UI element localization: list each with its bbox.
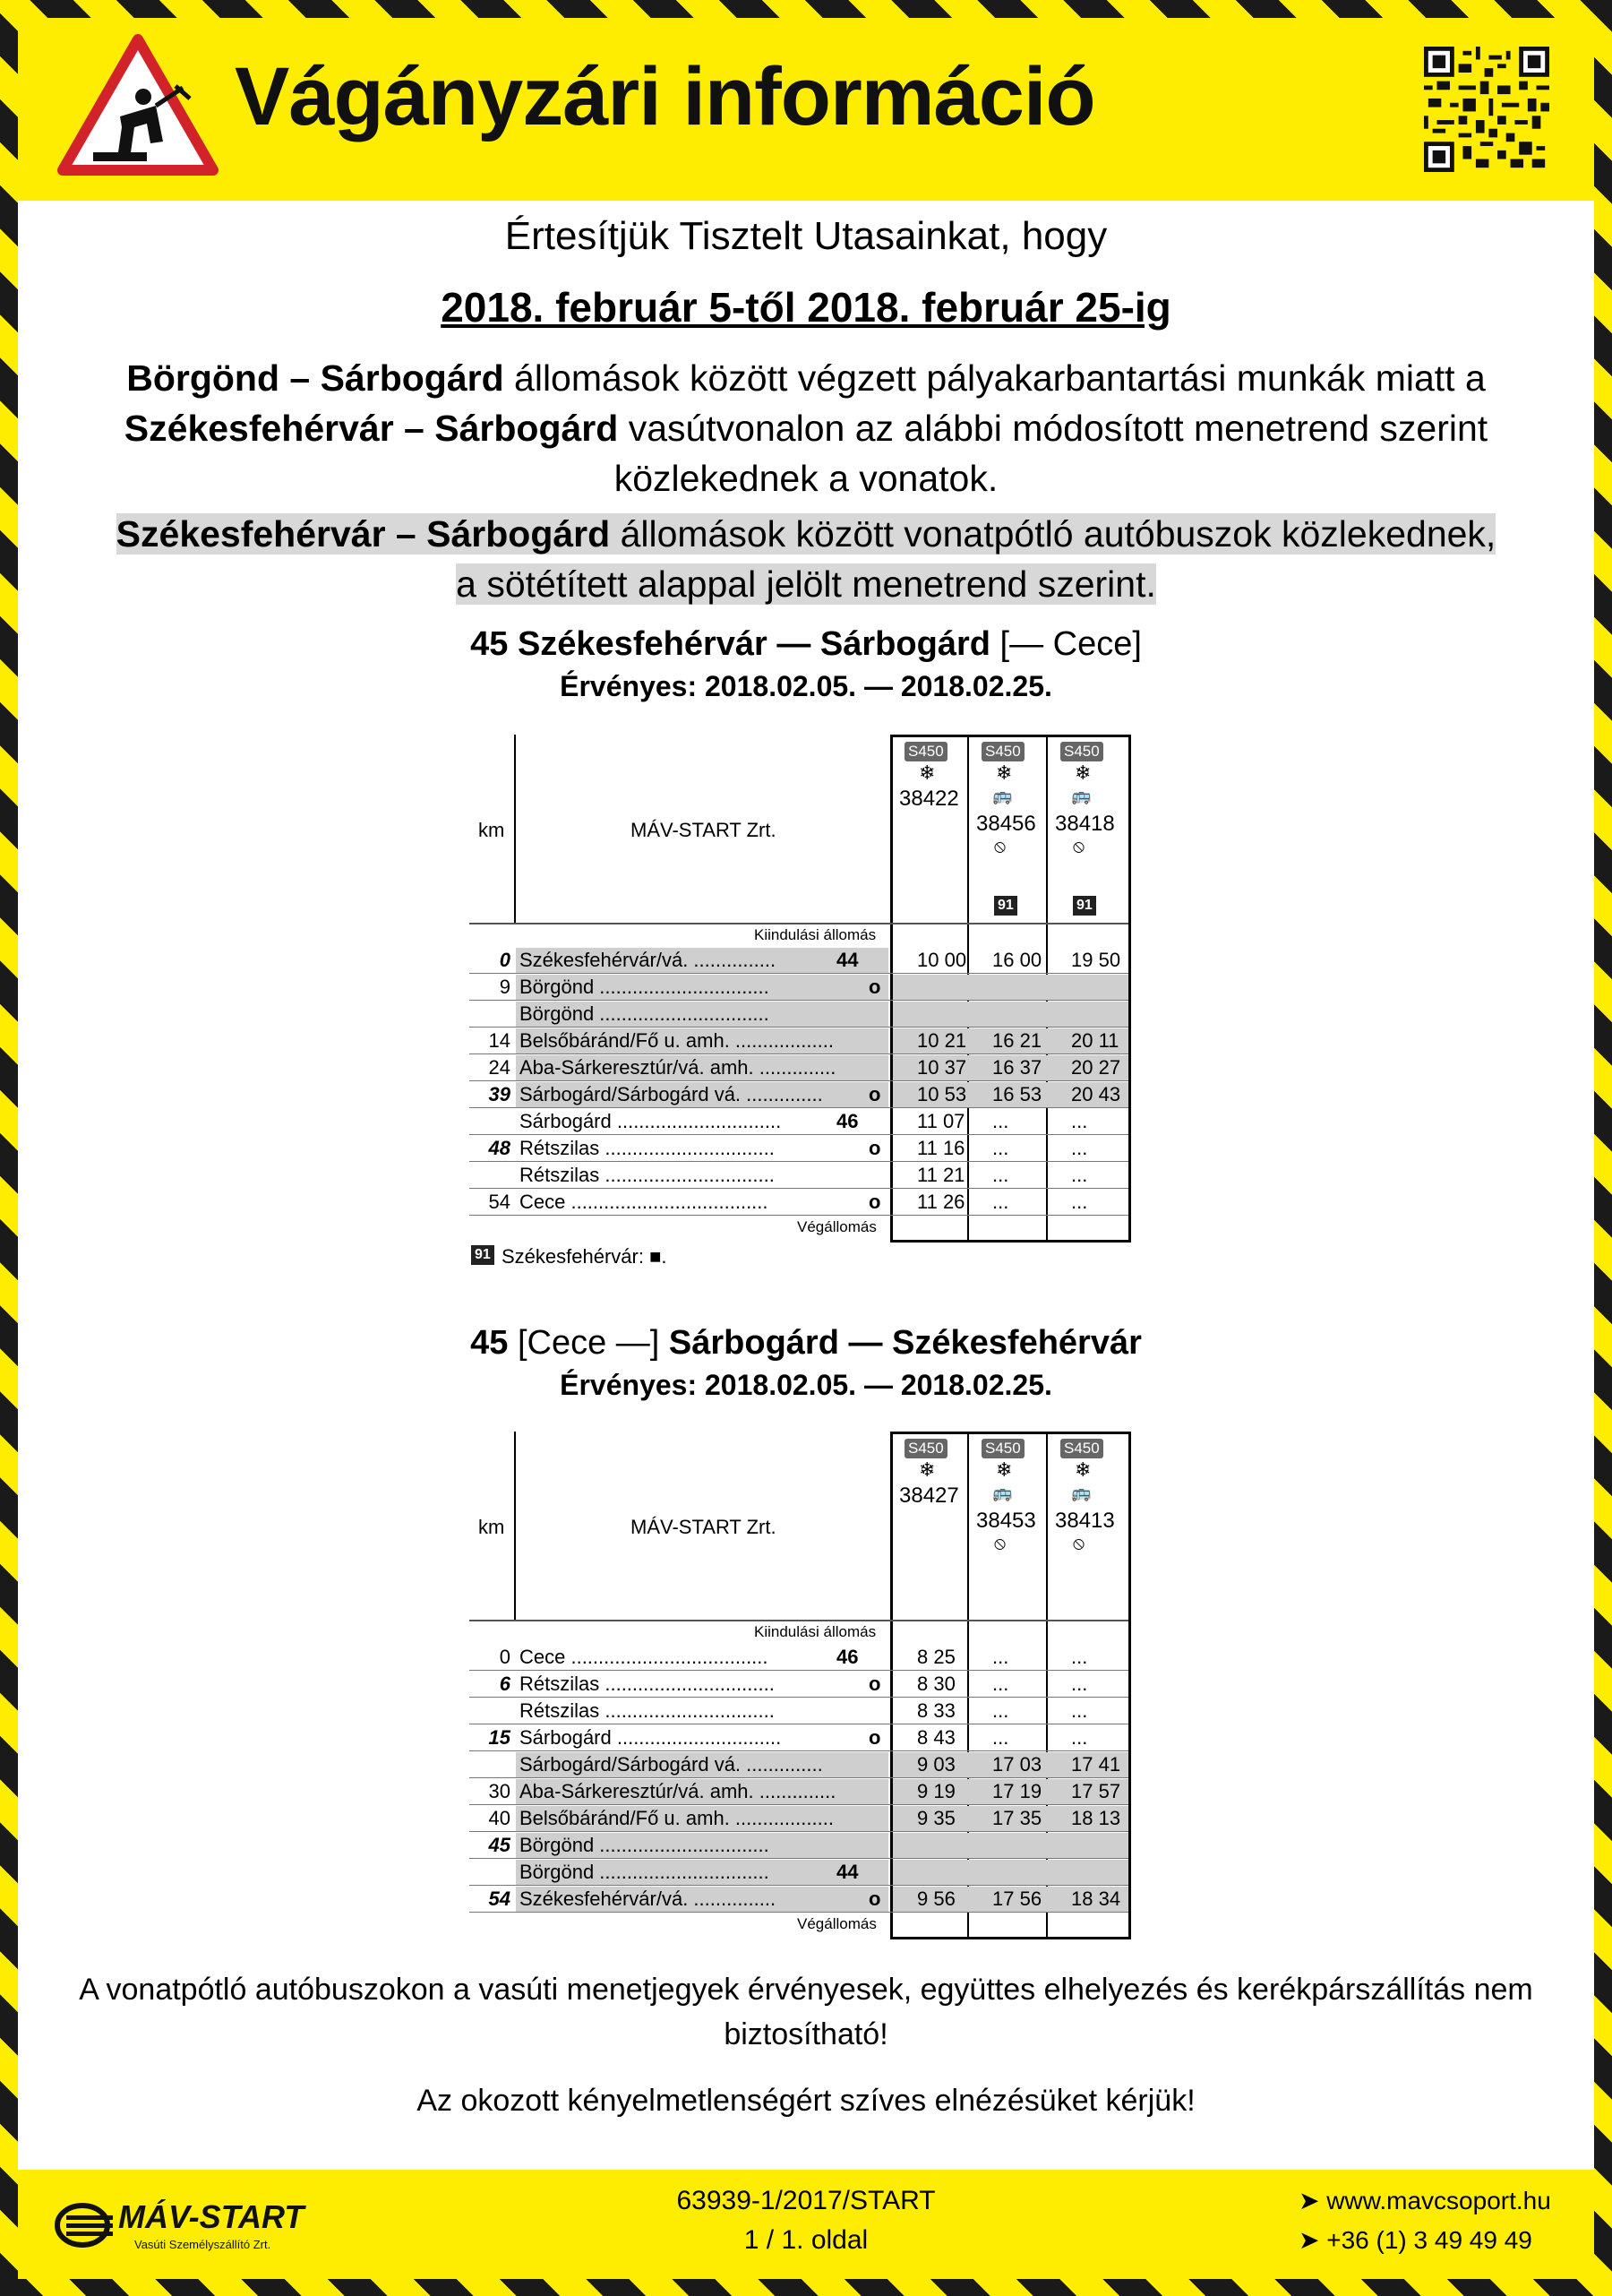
train-number: 38427: [899, 1483, 959, 1508]
row-divider: [469, 1912, 1128, 1913]
row-divider: [469, 973, 1128, 974]
page-title: Vágányzári információ: [235, 51, 1095, 142]
departure-time: 8 43: [917, 1726, 956, 1749]
timetable-1-validity: Érvényes: 2018.02.05. — 2018.02.25.: [560, 670, 1052, 702]
row-divider: [469, 1831, 1128, 1832]
replacement-bus-times-shade: [893, 1833, 1128, 1858]
section-bold: Börgönd – Sárbogárd: [126, 357, 504, 399]
bus-notice-paragraph: [54, 509, 1558, 609]
footnote-text: Székesfehérvár: ■.: [502, 1245, 667, 1268]
departure-time: ...: [1071, 1673, 1088, 1695]
website-link[interactable]: [1299, 2186, 1551, 2215]
line-number: 45: [470, 625, 509, 663]
departure-time: 11 16: [917, 1137, 965, 1159]
row-divider: [469, 1134, 1128, 1135]
bus-icon: 🚌: [992, 787, 1013, 804]
column-divider: [1128, 735, 1131, 1242]
snowflake-icon: ❄: [996, 761, 1013, 784]
station-name: Börgönd ...............................: [519, 1002, 769, 1025]
station-name: Cece ....................................: [519, 1646, 768, 1668]
station-name: Rétszilas ...............................: [519, 1137, 775, 1159]
train-number: 38456: [976, 812, 1036, 836]
row-divider: [469, 1858, 1128, 1859]
departure-time: 20 11: [1071, 1029, 1119, 1052]
snowflake-icon: ❄: [919, 1458, 936, 1481]
replacement-bus-times-shade: [893, 1002, 1128, 1027]
column-divider: [514, 735, 516, 923]
station-name: Rétszilas ...............................: [519, 1699, 775, 1722]
departure-time: 8 25: [917, 1646, 956, 1668]
notice-paragraph: [54, 353, 1558, 503]
departure-time: 10 00: [917, 949, 967, 971]
row-divider: [469, 1670, 1128, 1671]
departure-time: ...: [1071, 1726, 1088, 1749]
note-line: A vonatpótló autóbuszokon a vasúti menetjegyek érvényesek, együttes elhelyezés és kerékpárszállítás nem: [79, 1973, 1533, 2007]
train-category-badge: S450: [1060, 1439, 1103, 1458]
station-name: Börgönd ...............................: [519, 1834, 769, 1856]
departure-time: 17 56: [992, 1888, 1042, 1910]
departure-time: ...: [992, 1646, 1009, 1668]
no-bicycle-icon: ⦸: [1073, 1534, 1085, 1553]
phone-number[interactable]: +36 (1) 3 49 49 49: [1326, 2226, 1532, 2254]
notice-text: közlekednek a vonatok.: [613, 458, 999, 499]
departure-time: ...: [1071, 1699, 1088, 1722]
timetable-1-title: [358, 625, 1254, 664]
bus-icon: 🚌: [1071, 787, 1092, 804]
apology-note: Az okozott kényelmetlenségért szíves elnézésüket kérjük!: [416, 2084, 1196, 2118]
train-category-badge: S450: [905, 1439, 947, 1458]
km-value: 9: [499, 976, 510, 998]
no-bicycle-icon: ⦸: [994, 1534, 1007, 1553]
km-value: 39: [488, 1083, 510, 1105]
footnote-marker: 91: [994, 896, 1017, 916]
departure-time: ...: [1071, 1110, 1088, 1132]
departure-time: ...: [992, 1673, 1009, 1695]
station-name: Börgönd ...............................: [519, 976, 769, 998]
departure-time: ...: [992, 1137, 1009, 1159]
stop-marker: o: [869, 976, 881, 998]
departure-time: 16 21: [992, 1029, 1042, 1052]
table-bottom-line: [890, 1240, 1131, 1243]
route-name: Sárbogárd — Székesfehérvár: [668, 1324, 1142, 1362]
end-station-label: Végállomás: [797, 1218, 877, 1235]
departure-time: 17 03: [992, 1753, 1042, 1776]
departure-time: ...: [1071, 1164, 1088, 1186]
no-bicycle-icon: ⦸: [1073, 837, 1085, 856]
snowflake-icon: ❄: [1075, 1458, 1092, 1481]
table-bottom-line: [890, 1937, 1131, 1939]
bus-section-bold: Székesfehérvár – Sárbogárd: [116, 513, 611, 555]
replacement-bus-times-shade: [893, 1860, 1128, 1885]
train-category-badge: S450: [982, 1439, 1025, 1458]
departure-time: 9 19: [917, 1780, 956, 1802]
route-extension: [Cece —]: [517, 1324, 660, 1362]
station-name: Aba-Sárkeresztúr/vá. amh. ..............: [519, 1780, 836, 1802]
stop-marker: o: [869, 1726, 881, 1749]
km-value: 6: [499, 1673, 510, 1695]
column-divider: [514, 1432, 516, 1620]
train-number: 38413: [1055, 1509, 1115, 1533]
km-header: km: [478, 819, 505, 841]
departure-time: 16 53: [992, 1083, 1042, 1105]
stop-marker: o: [869, 1888, 881, 1910]
website-url[interactable]: www.mavcsoport.hu: [1326, 2187, 1551, 2214]
station-name: Börgönd ...............................: [519, 1861, 769, 1883]
route-extension: [— Cece]: [999, 625, 1142, 663]
operator-name: MÁV-START Zrt.: [630, 1516, 776, 1538]
row-divider: [469, 1885, 1128, 1886]
row-divider: [469, 1161, 1128, 1162]
km-value: 45: [488, 1834, 510, 1856]
snowflake-icon: ❄: [1075, 761, 1092, 784]
departure-time: 16 37: [992, 1056, 1042, 1079]
row-divider: [469, 1107, 1128, 1108]
bus-icon: 🚌: [992, 1483, 1013, 1501]
timetable-1: [469, 735, 1128, 1268]
timetable-2-title: [358, 1324, 1254, 1363]
operator-name: MÁV-START Zrt.: [630, 819, 776, 841]
footnote-marker: 91: [471, 1245, 494, 1265]
stop-marker: o: [869, 1137, 881, 1159]
bus-notice-text: állomások között vonatpótló autóbuszok közlekednek,: [610, 513, 1496, 555]
departure-time: 11 07: [917, 1110, 965, 1132]
departure-time: ...: [992, 1191, 1009, 1213]
timetable-2: [469, 1432, 1128, 1951]
station-name: Sárbogárd/Sárbogárd vá. ..............: [519, 1753, 823, 1776]
departure-time: 8 33: [917, 1699, 956, 1722]
station-name: Cece ....................................: [519, 1191, 768, 1213]
km-value: 15: [488, 1726, 510, 1749]
ticket-validity-note: [54, 1967, 1558, 2057]
start-station-label: Kiindulási állomás: [754, 926, 877, 943]
train-category-badge: S450: [1060, 742, 1103, 761]
departure-time: ...: [992, 1110, 1009, 1132]
bus-notice-text: a sötétített alappal jelölt menetrend szerint.: [456, 563, 1156, 605]
station-name: Székesfehérvár/vá. ...............: [519, 1888, 776, 1910]
row-divider: [469, 1000, 1128, 1001]
row-divider: [469, 1777, 1128, 1778]
km-value: 24: [488, 1056, 510, 1079]
bus-notice-highlight: [116, 513, 1496, 555]
bus-icon: 🚌: [1071, 1483, 1092, 1501]
footnote-marker: 91: [1073, 896, 1096, 916]
stop-marker: o: [869, 1191, 881, 1213]
connecting-line-ref: 46: [836, 1646, 859, 1668]
header-top-line: [890, 1432, 1131, 1434]
station-name: Sárbogárd/Sárbogárd vá. ..............: [519, 1083, 823, 1105]
header-top-line: [890, 735, 1131, 737]
replacement-bus-times-shade: [893, 975, 1128, 1000]
station-name: Sárbogárd ..............................: [519, 1110, 782, 1132]
station-name: Rétszilas ...............................: [519, 1164, 775, 1186]
column-divider: [1128, 1432, 1131, 1939]
km-header: km: [478, 1516, 505, 1538]
line-number: 45: [470, 1324, 509, 1362]
row-divider: [469, 1027, 1128, 1028]
arrow-icon: ➤: [1299, 2187, 1320, 2214]
row-divider: [469, 1215, 1128, 1216]
departure-time: 16 00: [992, 949, 1042, 971]
line-bold: Székesfehérvár – Sárbogárd: [124, 408, 619, 449]
km-value: 40: [488, 1807, 510, 1829]
row-divider: [469, 1804, 1128, 1805]
connecting-line-ref: 44: [836, 1861, 859, 1883]
end-station-label: Végállomás: [797, 1915, 877, 1932]
departure-time: 19 50: [1071, 949, 1121, 971]
train-number: 38418: [1055, 812, 1115, 836]
document-id: 63939-1/2017/START: [676, 2186, 936, 2215]
km-value: 54: [488, 1191, 510, 1213]
station-name: Belsőbáránd/Fő u. amh. ..................: [519, 1029, 834, 1052]
snowflake-icon: ❄: [996, 1458, 1013, 1481]
departure-time: 9 56: [917, 1888, 956, 1910]
row-divider: [469, 1080, 1128, 1081]
train-number: 38453: [976, 1509, 1036, 1533]
stop-marker: o: [869, 1083, 881, 1105]
brand-subtitle: Vasúti Személyszállító Zrt.: [134, 2238, 271, 2251]
row-divider: [469, 1750, 1128, 1751]
mav-start-logo: [54, 2195, 322, 2257]
departure-time: ...: [1071, 1646, 1088, 1668]
station-name: Aba-Sárkeresztúr/vá. amh. ..............: [519, 1056, 836, 1079]
timetable-2-validity: Érvényes: 2018.02.05. — 2018.02.25.: [560, 1369, 1052, 1401]
notice-text: vasútvonalon az alábbi módosított menetrend szerint: [618, 408, 1488, 449]
header-bottom-line: [469, 923, 1128, 924]
departure-time: ...: [992, 1726, 1009, 1749]
connecting-line-ref: 46: [836, 1110, 859, 1132]
km-value: 54: [488, 1888, 510, 1910]
departure-time: 18 34: [1071, 1888, 1121, 1910]
route-name: Székesfehérvár — Sárbogárd: [517, 625, 990, 663]
page-number: 1 / 1. oldal: [743, 2225, 869, 2255]
departure-time: 17 57: [1071, 1780, 1121, 1802]
note-line: biztosítható!: [724, 2017, 888, 2051]
departure-time: 10 37: [917, 1056, 967, 1079]
arrow-icon: ➤: [1299, 2226, 1320, 2254]
departure-time: 20 27: [1071, 1056, 1121, 1079]
train-category-badge: S450: [982, 742, 1025, 761]
brand-name: MÁV-START: [118, 2198, 304, 2235]
departure-time: 8 30: [917, 1673, 956, 1695]
departure-time: ...: [1071, 1191, 1088, 1213]
stop-marker: o: [869, 1673, 881, 1695]
station-name: Székesfehérvár/vá. ...............: [519, 949, 776, 971]
snowflake-icon: ❄: [919, 761, 936, 784]
qr-code[interactable]: [1424, 47, 1549, 172]
station-name: Sárbogárd ..............................: [519, 1726, 782, 1749]
validity-dates: 2018. február 5-től 2018. február 25-ig: [441, 284, 1171, 331]
connecting-line-ref: 44: [836, 949, 859, 971]
no-bicycle-icon: ⦸: [994, 837, 1007, 856]
departure-time: 11 21: [917, 1164, 965, 1186]
start-station-label: Kiindulási állomás: [754, 1623, 877, 1640]
km-value: 14: [488, 1029, 510, 1052]
km-value: 30: [488, 1780, 510, 1802]
departure-time: 11 26: [917, 1191, 965, 1213]
row-divider: [469, 1697, 1128, 1698]
departure-time: 17 19: [992, 1780, 1042, 1802]
row-divider: [469, 1053, 1128, 1054]
construction-warning-icon: [57, 34, 219, 177]
km-value: 48: [488, 1137, 510, 1159]
departure-time: ...: [1071, 1137, 1088, 1159]
departure-time: 9 03: [917, 1753, 956, 1776]
station-name: Belsőbáránd/Fő u. amh. ..................: [519, 1807, 834, 1829]
departure-time: 17 35: [992, 1807, 1042, 1829]
km-value: 0: [499, 1646, 510, 1668]
departure-time: 20 43: [1071, 1083, 1121, 1105]
departure-time: 9 35: [917, 1807, 956, 1829]
train-number: 38422: [899, 787, 959, 811]
departure-time: 10 21: [917, 1029, 967, 1052]
station-name: Rétszilas ...............................: [519, 1673, 775, 1695]
departure-time: 10 53: [917, 1083, 967, 1105]
departure-time: 17 41: [1071, 1753, 1121, 1776]
phone-contact[interactable]: [1299, 2225, 1532, 2255]
intro-line: Értesítjük Tisztelt Utasainkat, hogy: [504, 214, 1108, 258]
header-bottom-line: [469, 1620, 1128, 1621]
departure-time: 18 13: [1071, 1807, 1121, 1829]
departure-time: ...: [992, 1699, 1009, 1722]
notice-text: állomások között végzett pályakarbantartási munkák miatt a: [503, 357, 1486, 399]
departure-time: ...: [992, 1164, 1009, 1186]
row-divider: [469, 1188, 1128, 1189]
train-category-badge: S450: [905, 742, 947, 761]
km-value: 0: [499, 949, 510, 971]
mav-start-logo-icon: [54, 2200, 116, 2250]
